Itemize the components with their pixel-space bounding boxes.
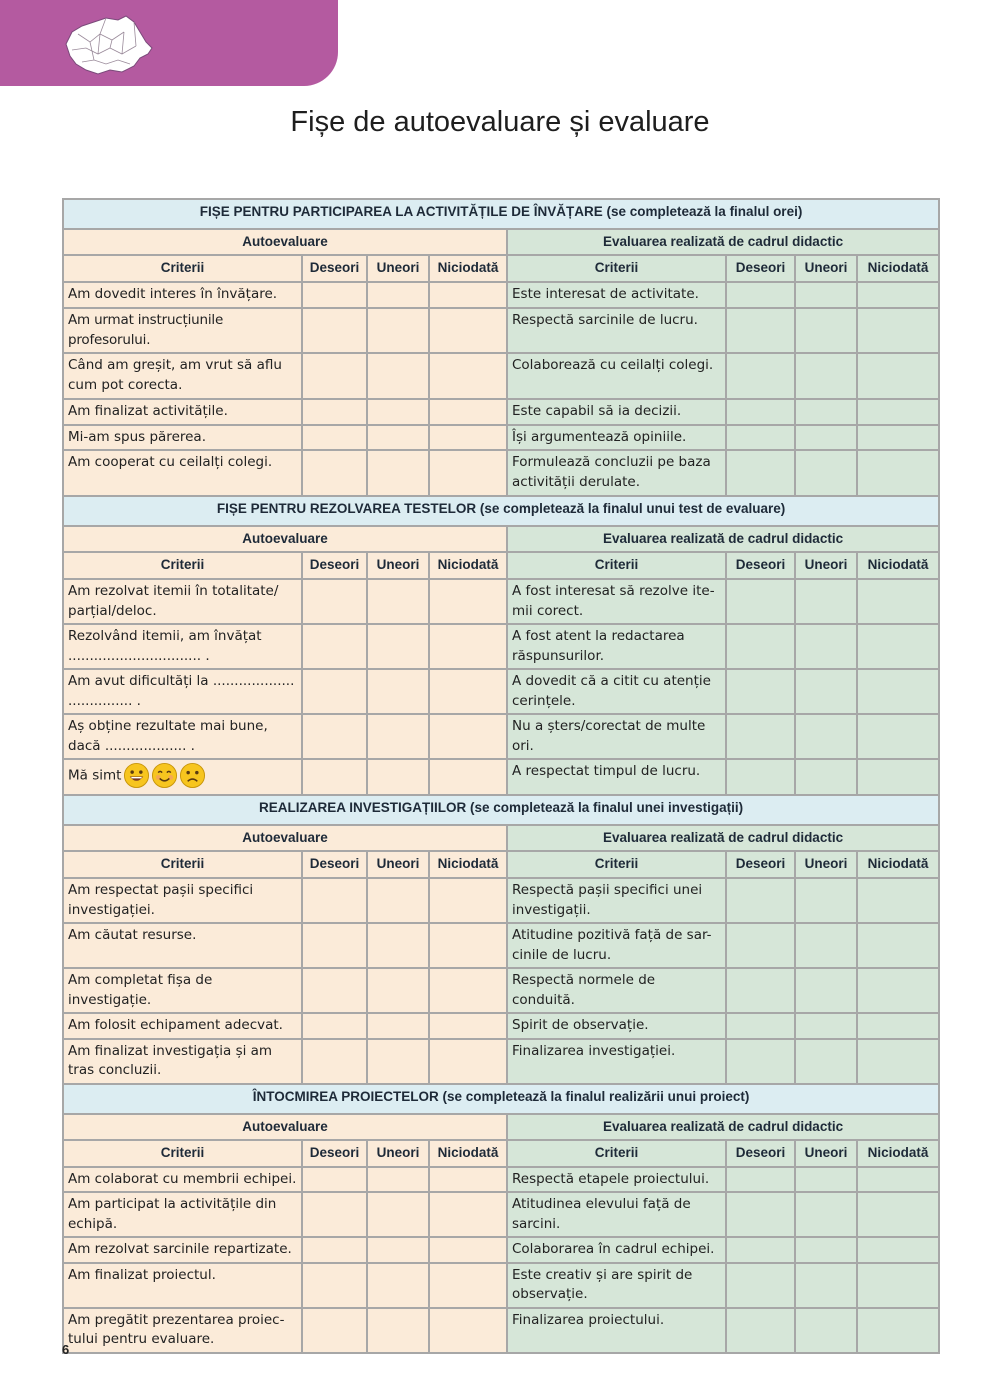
teacher-criterion: Respectă normele de conduită.: [507, 968, 726, 1013]
never-check-cell: [857, 1192, 939, 1237]
sometimes-check-cell: [795, 353, 857, 399]
table-row: [63, 450, 939, 496]
sometimes-check-cell: [795, 878, 857, 923]
teacher-criterion: Spirit de observație.: [507, 1013, 726, 1039]
section-title: FIȘE PENTRU REZOLVAREA TESTELOR (se completează la finalul unui test de evaluare): [63, 496, 939, 526]
table-row: [63, 1263, 939, 1308]
never-check-cell: [429, 759, 507, 795]
never-check-cell: [429, 579, 507, 624]
teacher-evaluation-header: Evaluarea realizată de cadrul didactic: [507, 1114, 939, 1140]
column-header-often: Deseori: [726, 1140, 795, 1167]
teacher-criterion: Respectă etapele proiectului.: [507, 1167, 726, 1193]
never-check-cell: [857, 968, 939, 1013]
often-check-cell: [302, 282, 367, 308]
evaluation-table: [62, 198, 940, 1354]
often-check-cell: [302, 1167, 367, 1193]
self-criterion-text: Am rezolvat sarcinile repartizate.: [68, 1241, 292, 1257]
self-criterion-text: Am dovedit interes în învățare.: [68, 286, 278, 302]
self-criterion-text: Am avut dificultăți la ................... ............... .: [68, 673, 295, 709]
sometimes-check-cell: [795, 1308, 857, 1353]
self-criterion-text: Am respectat pașii specifici investigației.: [68, 882, 254, 918]
column-header-sometimes: Uneori: [367, 851, 429, 878]
never-check-cell: [857, 579, 939, 624]
criteria-header: Criterii: [507, 552, 726, 579]
sometimes-check-cell: [367, 968, 429, 1013]
table-row: [63, 1013, 939, 1039]
sometimes-check-cell: [367, 759, 429, 795]
section-title: REALIZAREA INVESTIGAȚIILOR (se completează la finalul unei investigații): [63, 795, 939, 825]
often-check-cell: [726, 968, 795, 1013]
self-criterion: [63, 923, 302, 968]
column-header-often: Deseori: [726, 851, 795, 878]
self-criterion-text: Am finalizat investigația și am tras concluzii.: [68, 1042, 273, 1078]
self-criterion-text: Am căutat resurse.: [68, 927, 197, 943]
self-criterion: [63, 399, 302, 425]
never-check-cell: [857, 714, 939, 759]
teacher-criterion: Formulează concluzii pe baza activității derulate.: [507, 450, 726, 496]
never-check-cell: [429, 353, 507, 399]
table-row: [63, 1308, 939, 1353]
never-check-cell: [429, 1263, 507, 1308]
self-criterion-text: Am colaborat cu membrii echipei.: [68, 1170, 297, 1187]
never-check-cell: [857, 1167, 939, 1193]
never-check-cell: [857, 759, 939, 795]
sometimes-check-cell: [367, 1263, 429, 1308]
often-check-cell: [726, 353, 795, 399]
column-header-never: Niciodată: [857, 552, 939, 579]
table-row: [63, 714, 939, 759]
often-check-cell: [726, 450, 795, 496]
never-check-cell: [857, 1237, 939, 1263]
never-check-cell: [429, 878, 507, 923]
never-check-cell: [857, 425, 939, 451]
table-row: [63, 425, 939, 451]
self-criterion-text: Am pregătit prezentarea proiec- tului pentru evaluare.: [68, 1311, 285, 1347]
often-check-cell: [302, 1308, 367, 1353]
smiling-face-icon: [151, 762, 178, 789]
self-criterion-text: Am finalizat proiectul.: [68, 1266, 216, 1283]
criteria-header: Criterii: [63, 552, 302, 579]
section-title: ÎNTOCMIREA PROIECTELOR (se completează la finalul realizării unui proiect): [63, 1084, 939, 1114]
table-row: [63, 282, 939, 308]
self-criterion: [63, 353, 302, 399]
sometimes-check-cell: [367, 425, 429, 451]
column-header-sometimes: Uneori: [367, 1140, 429, 1167]
often-check-cell: [302, 624, 367, 669]
often-check-cell: [302, 399, 367, 425]
sometimes-check-cell: [795, 669, 857, 714]
column-header-never: Niciodată: [857, 1140, 939, 1167]
table-row: [63, 759, 939, 795]
teacher-criterion: Își argumentează opiniile.: [507, 425, 726, 451]
never-check-cell: [429, 1039, 507, 1084]
often-check-cell: [302, 923, 367, 968]
sometimes-check-cell: [795, 1263, 857, 1308]
sometimes-check-cell: [795, 1167, 857, 1193]
often-check-cell: [302, 968, 367, 1013]
self-criterion: [63, 425, 302, 451]
often-check-cell: [726, 624, 795, 669]
self-criterion: [63, 1308, 302, 1353]
sometimes-check-cell: [367, 714, 429, 759]
teacher-criterion: Finalizarea investigației.: [507, 1039, 726, 1084]
criteria-header: Criterii: [507, 1140, 726, 1167]
self-evaluation-header: Autoevaluare: [63, 1114, 507, 1140]
self-criterion: [63, 282, 302, 308]
column-header-sometimes: Uneori: [795, 1140, 857, 1167]
teacher-criterion: A fost atent la redactarea răspunsurilor.: [507, 624, 726, 669]
teacher-criterion: Este capabil să ia decizii.: [507, 399, 726, 425]
section-title: FIȘE PENTRU PARTICIPAREA LA ACTIVITĂȚILE DE ÎNVĂȚARE (se completează la finalul orei): [63, 199, 939, 229]
table-row: [63, 399, 939, 425]
teacher-criterion: Este creativ și are spirit de observație.: [507, 1263, 726, 1308]
sometimes-check-cell: [367, 1192, 429, 1237]
often-check-cell: [302, 1263, 367, 1308]
self-criterion: [63, 624, 302, 669]
often-check-cell: [302, 714, 367, 759]
column-header-sometimes: Uneori: [795, 552, 857, 579]
page-number: 6: [62, 1342, 70, 1357]
sometimes-check-cell: [795, 968, 857, 1013]
self-criterion-text: Rezolvând itemii, am învățat ............................... .: [68, 628, 262, 664]
never-check-cell: [857, 282, 939, 308]
often-check-cell: [302, 669, 367, 714]
table-row: [63, 579, 939, 624]
sometimes-check-cell: [795, 579, 857, 624]
teacher-criterion: Nu a șters/corectat de multe ori.: [507, 714, 726, 759]
teacher-evaluation-header: Evaluarea realizată de cadrul didactic: [507, 526, 939, 552]
criteria-header: Criterii: [507, 255, 726, 282]
sometimes-check-cell: [367, 669, 429, 714]
never-check-cell: [857, 878, 939, 923]
often-check-cell: [726, 308, 795, 353]
often-check-cell: [302, 308, 367, 353]
self-criterion-text: Aș obține rezultate mai bune, dacă ................... .: [68, 718, 268, 754]
self-criterion-text: Am folosit echipament adecvat.: [68, 1017, 283, 1033]
teacher-criterion: Atitudine pozitivă față de sar- cinile de lucru.: [507, 923, 726, 968]
often-check-cell: [726, 714, 795, 759]
often-check-cell: [302, 425, 367, 451]
self-criterion: [63, 1167, 302, 1193]
table-row: [63, 669, 939, 714]
self-criterion: [63, 1237, 302, 1263]
sometimes-check-cell: [795, 1039, 857, 1084]
column-header-never: Niciodată: [857, 255, 939, 282]
column-header-often: Deseori: [302, 851, 367, 878]
teacher-criterion: A respectat timpul de lucru.: [507, 759, 726, 795]
never-check-cell: [857, 399, 939, 425]
table-row: [63, 968, 939, 1013]
table-row: [63, 878, 939, 923]
criteria-header: Criterii: [63, 255, 302, 282]
often-check-cell: [726, 669, 795, 714]
self-evaluation-header: Autoevaluare: [63, 229, 507, 255]
self-evaluation-header: Autoevaluare: [63, 526, 507, 552]
table-row: [63, 624, 939, 669]
self-criterion: [63, 714, 302, 759]
table-row: [63, 923, 939, 968]
self-criterion: [63, 1192, 302, 1237]
never-check-cell: [429, 308, 507, 353]
never-check-cell: [857, 1308, 939, 1353]
sometimes-check-cell: [367, 1013, 429, 1039]
never-check-cell: [429, 714, 507, 759]
sometimes-check-cell: [367, 624, 429, 669]
table-row: [63, 1167, 939, 1193]
sometimes-check-cell: [367, 579, 429, 624]
sometimes-check-cell: [367, 450, 429, 496]
often-check-cell: [726, 399, 795, 425]
never-check-cell: [429, 425, 507, 451]
self-criterion: [63, 308, 302, 353]
self-criterion: [63, 878, 302, 923]
grinning-face-icon: [123, 762, 150, 789]
teacher-criterion: A dovedit că a citit cu atenție cerințele.: [507, 669, 726, 714]
teacher-criterion: Atitudinea elevului față de sarcini.: [507, 1192, 726, 1237]
often-check-cell: [726, 1308, 795, 1353]
chapter-tab: [0, 0, 338, 86]
self-criterion-text: Am cooperat cu ceilalți colegi.: [68, 454, 273, 470]
often-check-cell: [726, 759, 795, 795]
column-header-never: Niciodată: [429, 552, 507, 579]
teacher-criterion: Respectă sarcinile de lucru.: [507, 308, 726, 353]
never-check-cell: [857, 624, 939, 669]
never-check-cell: [857, 1039, 939, 1084]
column-header-sometimes: Uneori: [795, 255, 857, 282]
sometimes-check-cell: [367, 282, 429, 308]
never-check-cell: [429, 1013, 507, 1039]
often-check-cell: [726, 878, 795, 923]
column-header-sometimes: Uneori: [795, 851, 857, 878]
column-header-often: Deseori: [726, 552, 795, 579]
teacher-evaluation-header: Evaluarea realizată de cadrul didactic: [507, 229, 939, 255]
column-header-never: Niciodată: [429, 1140, 507, 1167]
never-check-cell: [429, 624, 507, 669]
table-row: [63, 308, 939, 353]
often-check-cell: [302, 1192, 367, 1237]
self-criterion-text: Când am greșit, am vrut să aflu cum pot corecta.: [68, 357, 282, 393]
criteria-header: Criterii: [63, 851, 302, 878]
column-header-often: Deseori: [302, 552, 367, 579]
self-criterion-text: Am finalizat activitățile.: [68, 403, 228, 419]
teacher-criterion: Colaborează cu ceilalți colegi.: [507, 353, 726, 399]
often-check-cell: [726, 579, 795, 624]
column-header-often: Deseori: [726, 255, 795, 282]
never-check-cell: [429, 1237, 507, 1263]
sometimes-check-cell: [795, 1192, 857, 1237]
teacher-criterion: Finalizarea proiectului.: [507, 1308, 726, 1353]
often-check-cell: [726, 282, 795, 308]
never-check-cell: [857, 353, 939, 399]
self-criterion-text: Mă simt: [68, 767, 122, 784]
column-header-sometimes: Uneori: [367, 255, 429, 282]
sometimes-check-cell: [367, 878, 429, 923]
sometimes-check-cell: [795, 714, 857, 759]
never-check-cell: [857, 1263, 939, 1308]
mood-emoji-group: [123, 762, 206, 789]
self-criterion: [63, 1013, 302, 1039]
often-check-cell: [726, 1263, 795, 1308]
self-criterion: [63, 1039, 302, 1084]
often-check-cell: [726, 923, 795, 968]
never-check-cell: [429, 1308, 507, 1353]
sometimes-check-cell: [795, 425, 857, 451]
self-criterion: [63, 1263, 302, 1308]
often-check-cell: [302, 878, 367, 923]
sometimes-check-cell: [367, 308, 429, 353]
self-criterion: [63, 579, 302, 624]
often-check-cell: [726, 1039, 795, 1084]
sometimes-check-cell: [367, 1167, 429, 1193]
column-header-never: Niciodată: [429, 851, 507, 878]
self-criterion: [63, 968, 302, 1013]
table-row: [63, 1237, 939, 1263]
often-check-cell: [302, 1237, 367, 1263]
never-check-cell: [429, 1167, 507, 1193]
teacher-evaluation-header: Evaluarea realizată de cadrul didactic: [507, 825, 939, 851]
sometimes-check-cell: [367, 923, 429, 968]
self-criterion-text: Mi-am spus părerea.: [68, 428, 206, 445]
sometimes-check-cell: [795, 399, 857, 425]
often-check-cell: [302, 759, 367, 795]
criteria-header: Criterii: [507, 851, 726, 878]
never-check-cell: [857, 308, 939, 353]
never-check-cell: [857, 669, 939, 714]
self-evaluation-header: Autoevaluare: [63, 825, 507, 851]
never-check-cell: [429, 669, 507, 714]
teacher-criterion: Respectă pașii specifici unei investigații.: [507, 878, 726, 923]
self-criterion-text: Am completat fișa de investigație.: [68, 972, 213, 1008]
often-check-cell: [726, 1237, 795, 1263]
self-criterion-text: Am rezolvat itemii în totalitate/ parțial/deloc.: [68, 583, 279, 619]
sometimes-check-cell: [795, 759, 857, 795]
column-header-often: Deseori: [302, 255, 367, 282]
self-criterion-text: Am urmat instrucțiunile profesorului.: [68, 312, 224, 348]
sometimes-check-cell: [795, 450, 857, 496]
often-check-cell: [302, 353, 367, 399]
page-title: Fișe de autoevaluare și evaluare: [290, 106, 710, 138]
never-check-cell: [857, 923, 939, 968]
sometimes-check-cell: [795, 1237, 857, 1263]
table-row: [63, 1039, 939, 1084]
frowning-face-icon: [179, 762, 206, 789]
teacher-criterion: A fost interesat să rezolve ite- mii corect.: [507, 579, 726, 624]
sometimes-check-cell: [367, 1237, 429, 1263]
column-header-sometimes: Uneori: [367, 552, 429, 579]
often-check-cell: [726, 1192, 795, 1237]
sometimes-check-cell: [795, 923, 857, 968]
never-check-cell: [429, 923, 507, 968]
sometimes-check-cell: [795, 282, 857, 308]
sometimes-check-cell: [367, 1039, 429, 1084]
self-criterion: [63, 759, 302, 795]
never-check-cell: [429, 399, 507, 425]
sometimes-check-cell: [795, 308, 857, 353]
table-row: [63, 353, 939, 399]
never-check-cell: [429, 968, 507, 1013]
sometimes-check-cell: [367, 399, 429, 425]
column-header-never: Niciodată: [429, 255, 507, 282]
teacher-criterion: Este interesat de activitate.: [507, 282, 726, 308]
often-check-cell: [302, 1013, 367, 1039]
often-check-cell: [726, 1167, 795, 1193]
never-check-cell: [857, 1013, 939, 1039]
table-row: [63, 1192, 939, 1237]
sometimes-check-cell: [367, 353, 429, 399]
never-check-cell: [429, 450, 507, 496]
often-check-cell: [726, 425, 795, 451]
self-criterion: [63, 450, 302, 496]
sometimes-check-cell: [795, 624, 857, 669]
never-check-cell: [429, 1192, 507, 1237]
self-criterion-text: Am participat la activitățile din echipă.: [68, 1196, 277, 1232]
column-header-often: Deseori: [302, 1140, 367, 1167]
self-criterion: [63, 669, 302, 714]
never-check-cell: [857, 450, 939, 496]
often-check-cell: [302, 1039, 367, 1084]
teacher-criterion: Colaborarea în cadrul echipei.: [507, 1237, 726, 1263]
column-header-never: Niciodată: [857, 851, 939, 878]
sometimes-check-cell: [795, 1013, 857, 1039]
often-check-cell: [302, 579, 367, 624]
often-check-cell: [302, 450, 367, 496]
never-check-cell: [429, 282, 507, 308]
often-check-cell: [726, 1013, 795, 1039]
sometimes-check-cell: [367, 1308, 429, 1353]
criteria-header: Criterii: [63, 1140, 302, 1167]
romania-map-icon: [60, 14, 154, 76]
